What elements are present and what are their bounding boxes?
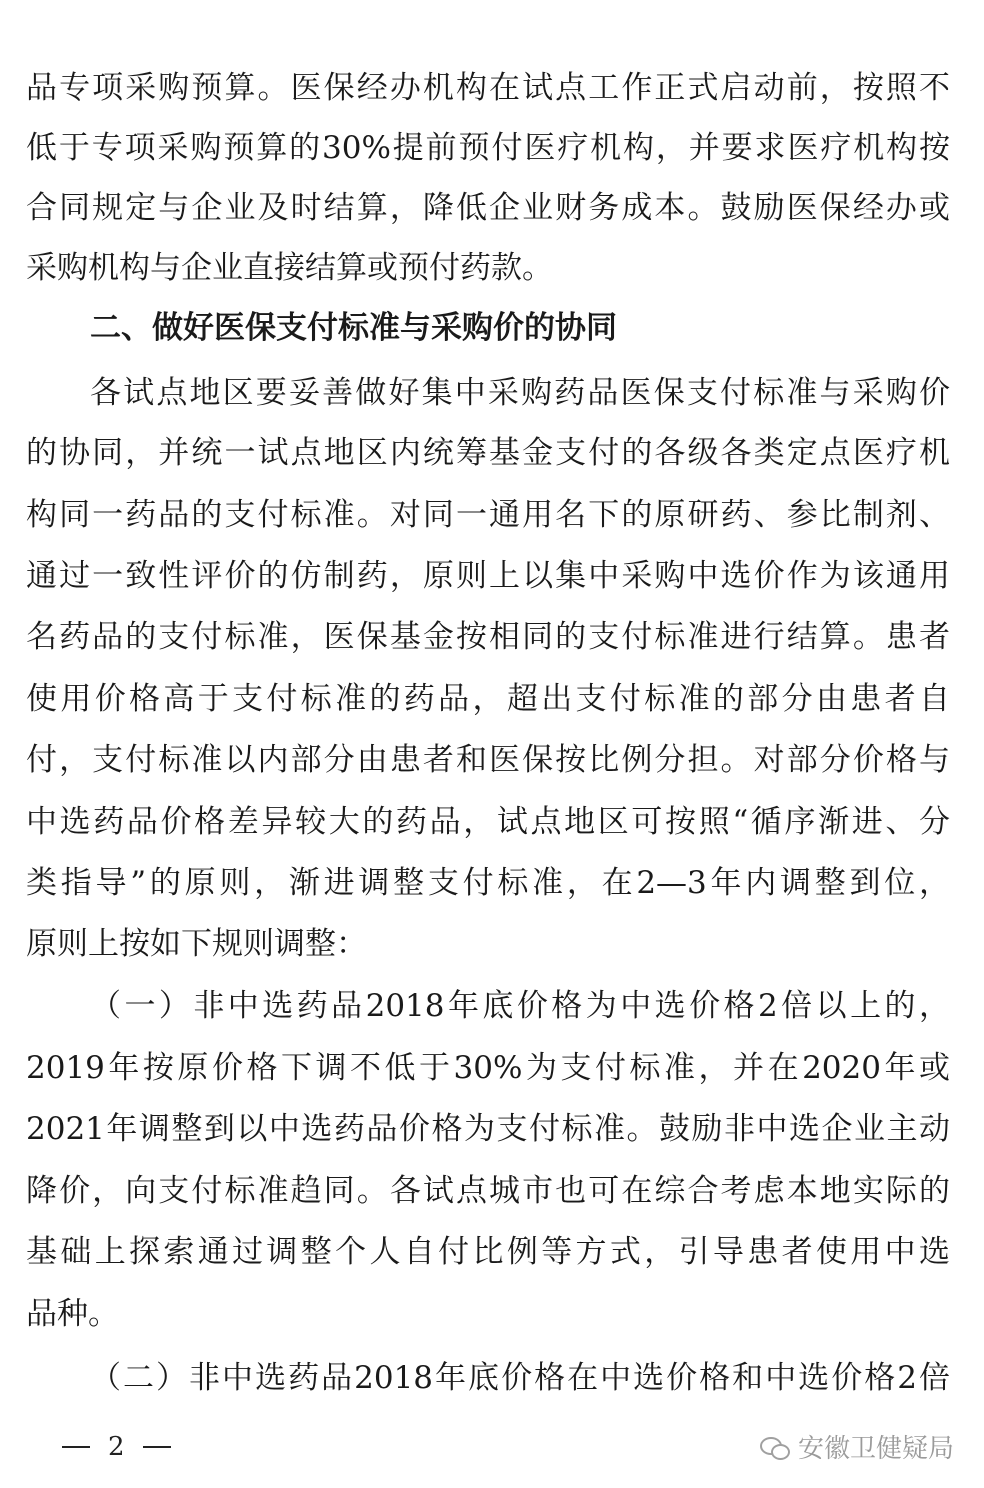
page-number: 2 <box>108 1432 125 1462</box>
section-heading: 二、做好医保支付标准与采购价的协同 <box>90 310 617 346</box>
text-line-21: 品种。 <box>26 1296 119 1332</box>
text-line-16: （一）非中选药品2018年底价格为中选价格2倍以上的， <box>90 988 950 1024</box>
text-line-17: 2019年按原价格下调不低于30%为支付标准，并在2020年或 <box>26 1050 950 1086</box>
text-line-22: （二）非中选药品2018年底价格在中选价格和中选价格2倍 <box>90 1360 950 1396</box>
text-line-7: 的协同，并统一试点地区内统筹基金支付的各级各类定点医疗机 <box>26 435 950 471</box>
page-footer <box>62 1432 171 1462</box>
text-line-12: 付，支付标准以内部分由患者和医保按比例分担。对部分价格与 <box>26 742 950 778</box>
text-line-10: 名药品的支付标准，医保基金按相同的支付标准进行结算。患者 <box>26 619 950 655</box>
text-line-3: 合同规定与企业及时结算，降低企业财务成本。鼓励医保经办或 <box>26 190 950 226</box>
text-line-19: 降价，向支付标准趋同。各试点城市也可在综合考虑本地实际的 <box>26 1173 950 1209</box>
text-line-9: 通过一致性评价的仿制药，原则上以集中采购中选价作为该通用 <box>26 558 950 594</box>
footer-dash-left <box>62 1446 90 1448</box>
text-line-18: 2021年调整到以中选药品价格为支付标准。鼓励非中选企业主动 <box>26 1111 950 1147</box>
text-line-6: 各试点地区要妥善做好集中采购药品医保支付标准与采购价 <box>90 375 950 411</box>
text-line-14: 类指导”的原则，渐进调整支付标准，在2—3年内调整到位， <box>26 865 950 901</box>
text-line-8: 构同一药品的支付标准。对同一通用名下的原研药、参比制剂、 <box>26 497 950 533</box>
text-line-1: 品专项采购预算。医保经办机构在试点工作正式启动前，按照不 <box>26 70 950 106</box>
text-line-11: 使用价格高于支付标准的药品，超出支付标准的部分由患者自 <box>26 681 950 717</box>
text-line-4: 采购机构与企业直接结算或预付药款。 <box>26 250 553 286</box>
watermark-text: 安徽卫健疑局 <box>797 1434 954 1464</box>
wechat-watermark <box>760 1428 954 1465</box>
text-line-2: 低于专项采购预算的30%提前预付医疗机构，并要求医疗机构按 <box>26 130 950 166</box>
text-line-13: 中选药品价格差异较大的药品，试点地区可按照“循序渐进、分 <box>26 804 950 840</box>
footer-dash-right <box>143 1446 171 1448</box>
text-line-20: 基础上探索通过调整个人自付比例等方式，引导患者使用中选 <box>26 1234 950 1270</box>
wechat-icon <box>760 1435 790 1459</box>
text-line-15: 原则上按如下规则调整： <box>26 926 367 962</box>
